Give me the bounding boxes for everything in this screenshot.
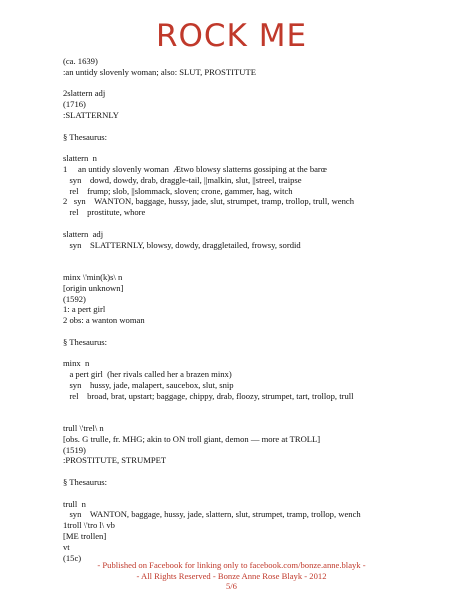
entry-line: syn WANTON, baggage, hussy, jade, slattern, slut, strumpet, tramp, trollop, wench (63, 509, 361, 520)
entry-line: [ME trollen] (63, 531, 107, 542)
entry-line: [origin unknown] (63, 282, 124, 293)
entry-line: :an untidy slovenly woman; also: SLUT, PROSTITUTE (63, 66, 256, 77)
entry-line: (ca. 1639) (63, 56, 98, 66)
entry-line: rel prostitute, whore (63, 207, 146, 218)
entry-line: vt (63, 541, 70, 552)
entry-line: minx \'min(k)s\ n (63, 271, 123, 282)
entry-minx (63, 272, 443, 326)
entry-trull (63, 423, 443, 466)
thesaurus-heading: § Thesaurus: (63, 131, 107, 142)
entry-line: 2 syn WANTON, baggage, hussy, jade, slut, strumpet, tramp, trollop, trull, wench (63, 196, 355, 207)
entry-line: trull n (63, 498, 86, 509)
entry-line: (15c) (63, 552, 82, 563)
entry-line: 2 obs: a wanton woman (63, 315, 145, 326)
entry-line: syn hussy, jade, malapert, saucebox, slut, snip (63, 379, 234, 390)
entry-slattern-adj (63, 88, 443, 120)
entry-line: (1519) (63, 444, 86, 455)
entry-line: a pert girl (her rivals called her a brazen minx) (63, 369, 232, 380)
entry-line: rel frump; slob, ||slommack, sloven; crone, gammer, hag, witch (63, 185, 293, 196)
thesaurus-slattern-adj (63, 229, 443, 251)
thesaurus-heading: § Thesaurus: (63, 477, 107, 488)
entry-line: trull \'trel\ n (63, 423, 104, 434)
thesaurus-minx (63, 358, 443, 401)
entry-line: :SLATTERNLY (63, 109, 119, 120)
entry-line: syn SLATTERNLY, blowsy, dowdy, draggletailed, frowsy, sordid (63, 239, 301, 250)
entry-line: minx n (63, 358, 90, 369)
entry-line: 1troll \'tro l\ vb (63, 520, 115, 531)
entry-line: slattern adj (63, 228, 104, 239)
entry-line: :PROSTITUTE, STRUMPET (63, 455, 167, 466)
page-footer (0, 560, 463, 592)
entry-line: (1716) (63, 99, 86, 110)
thesaurus-slattern-noun (63, 153, 443, 218)
thesaurus-trull-and-troll (63, 499, 443, 564)
entry-line: 1: a pert girl (63, 304, 106, 315)
entry-line: 1 an untidy slovenly woman Ætwo blowsy slatterns gossiping at the barœ (63, 163, 327, 174)
dictionary-content (63, 56, 443, 563)
entry-line: (1592) (63, 293, 86, 304)
entry-line: syn dowd, dowdy, drab, draggle-tail, ||malkin, slut, ||streel, traipse (63, 174, 302, 185)
thesaurus-heading: § Thesaurus: (63, 336, 107, 347)
footer-publication-note: - Published on Facebook for linking only to facebook.com/bonze.anne.blayk - (97, 560, 366, 570)
entry-line: rel broad, brat, upstart; baggage, chippy, drab, floozy, strumpet, tart, trollop, trull (63, 390, 354, 401)
footer-copyright: - All Rights Reserved - Bonze Anne Rose Blayk - 2012 (136, 570, 327, 581)
entry-line: [obs. G trulle, fr. MHG; akin to ON troll giant, demon — more at TROLL] (63, 433, 321, 444)
entry-line: 2slattern adj (63, 88, 106, 99)
entry-line: slattern n (63, 153, 97, 164)
page-number: 5/6 (226, 581, 237, 592)
page-title: ROCK ME (155, 18, 308, 54)
entry-slattern-noun-def (63, 56, 443, 78)
